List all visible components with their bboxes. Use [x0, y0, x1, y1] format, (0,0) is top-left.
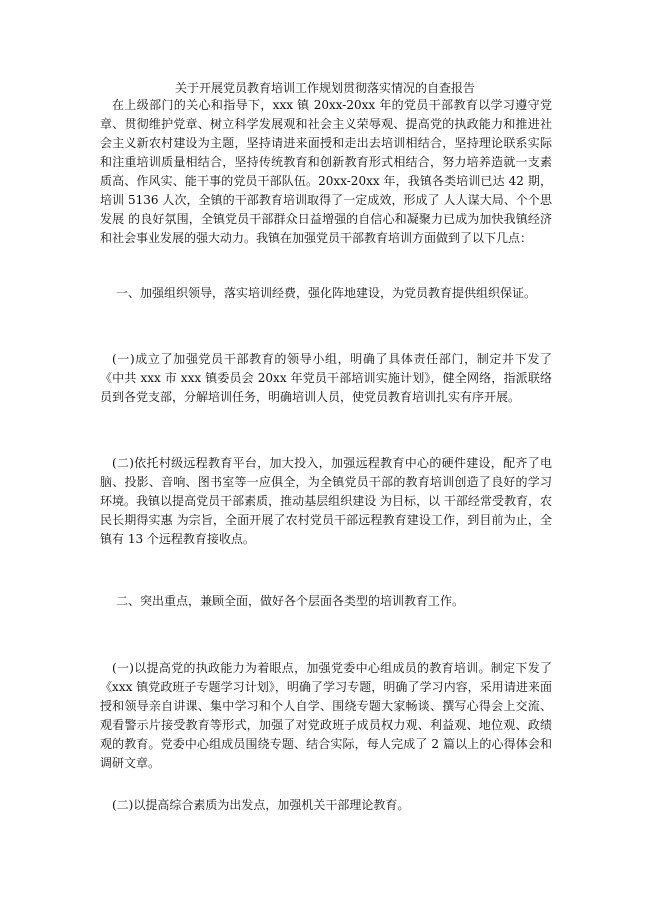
- intro-paragraph: 在上级部门的关心和指导下，xxx 镇 20xx-20xx 年的党员干部教育以学习遵守党章、贯彻维护党章、树立科学发展观和社会主义荣辱观、提高党的执政能力和推进社会主义新农村建设为主题，坚持请进来面授和走出去培训相结合，坚持理论联系实际和注重培训质量相结合，坚持传统教育和创新教育形式相结合，努力培养造就一支素质高、作风实、能干事的党员干部队伍。20xx-20xx 年，我镇各类培训已达 42 期，培训 5136 人次，全镇的干部教育培训取得了一定成效，形成了 人人谋大局、个个思发展 的良好氛围，全镇党员干部群众日益增强的自信心和凝聚力已成为加快我镇经济和社会事业发展的强大动力。我镇在加强党员干部教育培训方面做到了以下几点：: [100, 98, 552, 245]
- document-title: 关于开展党员教育培训工作规划贯彻落实情况的自查报告: [174, 81, 475, 95]
- section-1-heading: 一、加强组织领导，落实培训经费，强化阵地建设，为党员教育提供组织保证。: [116, 286, 537, 300]
- section-1-item-1: (一)成立了加强党员干部教育的领导小组，明确了具体责任部门，制定并下发了《中共 xxx 市 xxx 镇委员会 20xx 年党员干部培训实施计划》，健全网络，指派联络员到各党支部，分解培训任务，明确培训人员，使党员教育培训扎实有序开展。: [100, 352, 552, 404]
- section-2-item-2: (二)以提高综合素质为出发点，加强机关干部理论教育。: [112, 798, 410, 812]
- section-2-heading: 二、突出重点，兼顾全面，做好各个层面各类型的培训教育工作。: [116, 594, 465, 608]
- section-1-item-2: (二)依托村级远程教育平台，加大投入，加强远程教育中心的硬件建设，配齐了电脑、投影、音响、图书室等一应俱全，为全镇党员干部的教育培训创造了良好的学习环境。我镇以提高党员干部素质，推动基层组织建设 为目标，以 干部经常受教育，农民长期得实惠 为宗旨，全面开展了农村党员干部远程教育建设工作，到目前为止，全镇有 13 个远程教育接收点。: [100, 456, 552, 546]
- section-2-item-1: (一)以提高党的执政能力为着眼点，加强党委中心组成员的教育培训。制定下发了《xxx 镇党政班子专题学习计划》，明确了学习专题，明确了学习内容，采用请进来面授和领导亲自讲课、集中学习和个人自学、围绕专题大家畅谈、撰写心得会上交流、观看警示片接受教育等形式，加强了对党政班子成员权力观、利益观、地位观、政绩观的教育。党委中心组成员围绕专题、结合实际，每人完成了 2 篇以上的心得体会和调研文章。: [100, 661, 552, 770]
